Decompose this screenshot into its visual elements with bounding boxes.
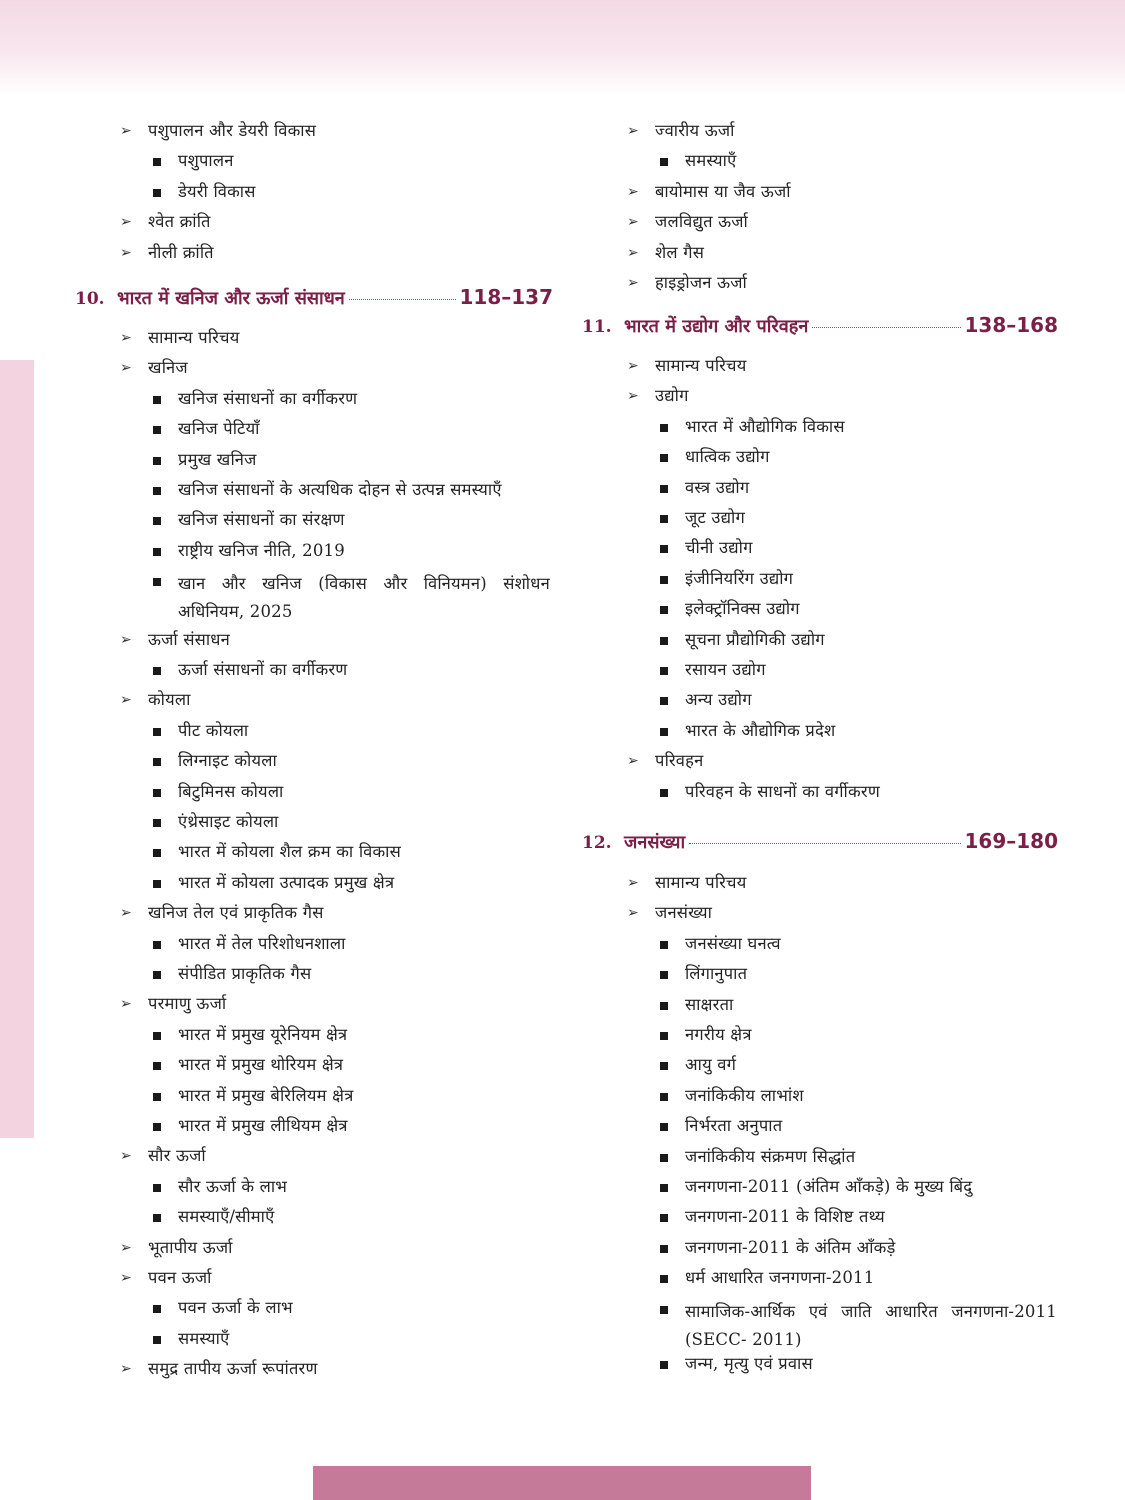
toc-entry <box>120 327 240 349</box>
arrow-bullet-icon: ➢ <box>120 330 132 346</box>
toc-subentry <box>660 994 734 1016</box>
toc-subentry <box>660 1024 752 1046</box>
toc-entry <box>120 242 214 264</box>
toc-entry-text: जनसंख्या घनत्व <box>685 933 781 953</box>
square-bullet-icon <box>153 1214 161 1222</box>
arrow-bullet-icon: ➢ <box>120 244 132 261</box>
chapter-title: भारत में खनिज और ऊर्जा संसाधन <box>117 288 345 309</box>
toc-entry <box>120 1145 206 1167</box>
arrow-bullet-icon: ➢ <box>120 905 132 922</box>
header-band <box>0 0 1125 95</box>
toc-entry-text: जनगणना-2011 के अंतिम आँकड़े <box>685 1237 896 1257</box>
square-bullet-icon <box>660 1361 668 1369</box>
square-bullet-icon <box>153 789 161 797</box>
toc-entry-text: खान और खनिज (विकास और विनियमन) संशोधन अधिनियम, 2025 <box>178 574 550 622</box>
square-bullet-icon <box>153 667 161 675</box>
toc-entry-text: जनांकिकीय लाभांश <box>685 1085 804 1105</box>
toc-subentry <box>153 1024 347 1046</box>
toc-subentry <box>153 388 357 410</box>
toc-entry <box>120 211 211 233</box>
square-bullet-icon <box>660 697 668 705</box>
toc-subentry <box>660 1146 855 1168</box>
arrow-bullet-icon: ➢ <box>120 123 132 139</box>
toc-entry-text: इंजीनियरिंग उद्योग <box>685 568 794 588</box>
toc-entry <box>627 211 748 233</box>
toc-entry-text: डेयरी विकास <box>178 181 256 201</box>
chapter-title: जनसंख्या <box>624 832 686 853</box>
toc-subentry <box>153 841 401 863</box>
square-bullet-icon <box>153 457 161 465</box>
toc-entry-text: साक्षरता <box>685 994 734 1014</box>
toc-subentry <box>153 1176 287 1198</box>
toc-subentry <box>660 689 752 711</box>
square-bullet-icon <box>153 971 161 979</box>
toc-entry-text: निर्भरता अनुपात <box>685 1116 783 1136</box>
square-bullet-icon <box>660 606 668 614</box>
square-bullet-icon <box>153 1336 161 1344</box>
toc-entry-text: भारत में प्रमुख बेरिलियम क्षेत्र <box>178 1085 354 1105</box>
arrow-bullet-icon: ➢ <box>627 275 639 291</box>
toc-entry-text: नीली क्रांति <box>148 242 214 262</box>
toc-entry-text: इलेक्ट्रॉनिक्स उद्योग <box>685 599 800 619</box>
square-bullet-icon <box>660 454 668 462</box>
toc-subentry <box>153 1328 229 1350</box>
arrow-bullet-icon: ➢ <box>120 1239 132 1256</box>
toc-entry-text: खनिज संसाधनों के अत्यधिक दोहन से उत्पन्न समस्याएँ <box>178 480 502 499</box>
square-bullet-icon <box>153 819 161 827</box>
toc-entry <box>627 242 704 264</box>
dot-leader <box>812 327 960 328</box>
toc-subentry <box>660 1085 804 1107</box>
arrow-bullet-icon: ➢ <box>627 875 639 891</box>
toc-entry-text: धात्विक उद्योग <box>685 447 770 467</box>
toc-subentry <box>153 570 550 626</box>
toc-entry-text: भारत में प्रमुख थोरियम क्षेत्र <box>178 1055 344 1075</box>
toc-entry-text: प्रमुख खनिज <box>178 449 257 469</box>
chapter-page-range: 118–137 <box>459 285 553 309</box>
toc-entry-text: शेल गैस <box>655 242 705 262</box>
toc-entry-text: खनिज संसाधनों का वर्गीकरण <box>178 388 358 408</box>
toc-entry-text: सामाजिक-आर्थिक एवं जाति आधारित जनगणना-2011 (SECC- 2011) <box>685 1301 1057 1349</box>
square-bullet-icon <box>153 487 161 495</box>
toc-subentry <box>660 1176 972 1198</box>
square-bullet-icon <box>153 849 161 857</box>
toc-entry-text: भारत में तेल परिशोधनशाला <box>178 933 346 953</box>
toc-entry <box>120 1237 233 1259</box>
toc-entry-text: बायोमास या जैव ऊर्जा <box>655 181 791 201</box>
toc-entry-text: सौर ऊर्जा <box>148 1146 206 1166</box>
toc-entry-text: भारत में कोयला शैल क्रम का विकास <box>178 842 401 862</box>
toc-entry <box>120 689 191 711</box>
toc-entry-text: समस्याएँ <box>685 151 737 171</box>
toc-subentry <box>660 659 766 681</box>
square-bullet-icon <box>660 1275 668 1283</box>
square-bullet-icon <box>660 158 668 166</box>
chapter-page-range: 169–180 <box>964 829 1058 853</box>
chapter-page-range: 138–168 <box>964 313 1058 337</box>
toc-entry-text: भूतापीय ऊर्जा <box>148 1237 233 1257</box>
toc-entry-text: जन्म, मृत्यु एवं प्रवास <box>685 1354 813 1373</box>
toc-entry-text: अन्य उद्योग <box>685 690 752 710</box>
toc-entry <box>120 629 230 651</box>
toc-subentry <box>660 720 835 742</box>
toc-subentry <box>153 659 347 681</box>
toc-entry <box>120 1267 212 1289</box>
square-bullet-icon <box>660 545 668 553</box>
toc-subentry <box>153 750 277 772</box>
arrow-bullet-icon: ➢ <box>627 214 639 231</box>
arrow-bullet-icon: ➢ <box>120 214 132 231</box>
toc-entry <box>627 272 747 294</box>
square-bullet-icon <box>153 548 161 556</box>
chapter-number: 10. <box>75 289 105 309</box>
toc-subentry <box>153 540 345 562</box>
side-tab <box>0 360 34 1138</box>
toc-subentry <box>153 781 283 803</box>
toc-entry-text: पवन ऊर्जा के लाभ <box>178 1298 293 1318</box>
toc-entry-text: ऊर्जा संसाधनों का वर्गीकरण <box>178 660 348 679</box>
toc-entry <box>120 357 188 379</box>
toc-subentry <box>153 1054 343 1076</box>
toc-entry <box>627 872 747 894</box>
toc-entry-text: ज्वारीय ऊर्जा <box>655 121 735 140</box>
square-bullet-icon <box>153 517 161 525</box>
toc-entry-text: सूचना प्रौद्योगिकी उद्योग <box>685 629 825 649</box>
square-bullet-icon <box>153 880 161 888</box>
toc-subentry <box>660 963 747 985</box>
chapter-heading <box>582 313 1058 341</box>
square-bullet-icon <box>153 1032 161 1040</box>
toc-entry-text: राष्ट्रीय खनिज नीति, 2019 <box>178 540 345 560</box>
toc-entry-text: जनांकिकीय संक्रमण सिद्धांत <box>685 1146 856 1166</box>
arrow-bullet-icon: ➢ <box>627 388 639 405</box>
toc-subentry <box>153 479 502 501</box>
square-bullet-icon <box>660 1002 668 1010</box>
toc-subentry <box>660 537 753 559</box>
square-bullet-icon <box>153 1184 161 1192</box>
arrow-bullet-icon: ➢ <box>120 1270 132 1286</box>
dot-leader <box>689 843 960 844</box>
toc-entry-text: खनिज तेल एवं प्राकृतिक गैस <box>148 903 324 923</box>
toc-subentry <box>660 1267 874 1289</box>
square-bullet-icon <box>660 1214 668 1222</box>
square-bullet-icon <box>660 1184 668 1192</box>
toc-entry-text: परमाणु ऊर्जा <box>148 994 227 1014</box>
toc-entry-text: भारत में प्रमुख लीथियम क्षेत्र <box>178 1116 348 1135</box>
toc-subentry <box>660 507 745 529</box>
toc-subentry <box>153 449 257 471</box>
toc-subentry <box>153 509 345 531</box>
square-bullet-icon <box>660 1245 668 1253</box>
toc-entry <box>627 181 791 203</box>
arrow-bullet-icon: ➢ <box>627 123 639 139</box>
arrow-bullet-icon: ➢ <box>627 753 639 770</box>
toc-entry-text: लिग्नाइट कोयला <box>178 751 277 771</box>
toc-entry-text: नगरीय क्षेत्र <box>685 1025 752 1044</box>
toc-entry-text: आयु वर्ग <box>685 1055 737 1075</box>
toc-entry-text: कोयला <box>148 690 191 710</box>
toc-entry-text: भारत के औद्योगिक प्रदेश <box>685 720 836 740</box>
toc-subentry <box>153 872 394 894</box>
toc-entry-text: जूट उद्योग <box>685 508 746 527</box>
toc-subentry <box>660 1298 1057 1354</box>
toc-entry-text: जनगणना-2011 के विशिष्ट तथ्य <box>685 1207 885 1227</box>
toc-subentry <box>153 181 256 203</box>
toc-subentry <box>660 1054 736 1076</box>
square-bullet-icon <box>153 189 161 197</box>
toc-entry-text: खनिज <box>148 358 188 378</box>
toc-entry-text: सामान्य परिचय <box>148 328 240 347</box>
toc-entry-text: एंथ्रेसाइट कोयला <box>178 812 279 831</box>
chapter-heading <box>75 285 553 313</box>
toc-entry <box>120 1358 318 1380</box>
toc-entry <box>627 385 689 407</box>
toc-subentry <box>660 629 825 651</box>
toc-entry-text: संपीडित प्राकृतिक गैस <box>178 964 312 983</box>
toc-subentry <box>660 446 770 468</box>
toc-entry <box>627 355 747 377</box>
square-bullet-icon <box>660 1154 668 1162</box>
toc-entry-text: उद्योग <box>655 386 689 406</box>
arrow-bullet-icon: ➢ <box>120 996 132 1013</box>
toc-subentry <box>660 1115 782 1137</box>
arrow-bullet-icon: ➢ <box>120 1148 132 1165</box>
toc-entry-text: खनिज संसाधनों का संरक्षण <box>178 510 345 530</box>
toc-entry-text: श्वेत क्रांति <box>148 212 211 232</box>
footer-bar <box>313 1466 811 1500</box>
chapter-number: 11. <box>582 317 612 337</box>
square-bullet-icon <box>153 396 161 404</box>
square-bullet-icon <box>660 1032 668 1040</box>
toc-entry-text: जलविद्युत ऊर्जा <box>655 212 748 232</box>
square-bullet-icon <box>153 426 161 434</box>
arrow-bullet-icon: ➢ <box>120 631 132 648</box>
toc-entry-text: पीट कोयला <box>178 720 249 740</box>
toc-subentry <box>153 1206 274 1228</box>
toc-entry-text: वस्त्र उद्योग <box>685 477 750 497</box>
arrow-bullet-icon: ➢ <box>120 360 132 377</box>
square-bullet-icon <box>660 728 668 736</box>
toc-subentry <box>660 1353 813 1375</box>
toc-subentry <box>153 1115 348 1137</box>
toc-entry-text: चीनी उद्योग <box>685 538 753 558</box>
toc-entry-text: बिटुमिनस कोयला <box>178 781 284 801</box>
arrow-bullet-icon: ➢ <box>120 1361 132 1378</box>
toc-subentry <box>153 418 260 440</box>
toc-entry-text: परिवहन <box>655 751 704 771</box>
toc-subentry <box>660 416 845 438</box>
arrow-bullet-icon: ➢ <box>627 244 639 261</box>
toc-entry-text: जनगणना-2011 (अंतिम आँकड़े) के मुख्य बिंदु <box>685 1177 973 1196</box>
toc-subentry <box>153 933 346 955</box>
toc-subentry <box>660 1237 896 1259</box>
toc-entry-text: धर्म आधारित जनगणना-2011 <box>685 1268 875 1288</box>
toc-entry-text: समस्याएँ/सीमाएँ <box>178 1207 275 1227</box>
toc-subentry <box>660 598 800 620</box>
square-bullet-icon <box>660 789 668 797</box>
square-bullet-icon <box>660 667 668 675</box>
chapter-title: भारत में उद्योग और परिवहन <box>624 316 809 337</box>
toc-entry-text: सौर ऊर्जा के लाभ <box>178 1176 288 1196</box>
arrow-bullet-icon: ➢ <box>627 905 639 922</box>
toc-entry-text: रसायन उद्योग <box>685 660 766 679</box>
square-bullet-icon <box>660 1306 668 1314</box>
square-bullet-icon <box>660 576 668 584</box>
toc-subentry <box>660 933 781 955</box>
toc-entry-text: पवन ऊर्जा <box>148 1268 212 1287</box>
toc-entry <box>627 120 735 142</box>
arrow-bullet-icon: ➢ <box>627 183 639 200</box>
dot-leader <box>349 299 456 300</box>
square-bullet-icon <box>660 1062 668 1070</box>
chapter-heading <box>582 829 1058 857</box>
square-bullet-icon <box>153 1062 161 1070</box>
toc-subentry <box>660 1206 885 1228</box>
square-bullet-icon <box>660 1123 668 1131</box>
square-bullet-icon <box>660 485 668 493</box>
square-bullet-icon <box>660 1093 668 1101</box>
toc-entry-text: लिंगानुपात <box>685 964 748 984</box>
toc-entry <box>627 750 704 772</box>
toc-entry <box>120 993 226 1015</box>
toc-subentry <box>660 150 736 172</box>
square-bullet-icon <box>660 424 668 432</box>
square-bullet-icon <box>660 637 668 645</box>
toc-subentry <box>153 720 248 742</box>
toc-subentry <box>660 781 880 803</box>
arrow-bullet-icon: ➢ <box>627 358 639 374</box>
square-bullet-icon <box>153 578 161 586</box>
toc-entry-text: भारत में प्रमुख यूरेनियम क्षेत्र <box>178 1024 348 1044</box>
square-bullet-icon <box>660 941 668 949</box>
toc-subentry <box>153 811 279 833</box>
toc-entry-text: खनिज पेटियाँ <box>178 419 260 439</box>
toc-subentry <box>153 1297 293 1319</box>
square-bullet-icon <box>660 515 668 523</box>
toc-entry <box>120 120 316 142</box>
toc-entry-text: पशुपालन <box>178 151 234 171</box>
toc-entry-text: भारत में औद्योगिक विकास <box>685 416 845 436</box>
toc-entry-text: समुद्र तापीय ऊर्जा रूपांतरण <box>148 1359 318 1379</box>
toc-subentry <box>660 568 793 590</box>
toc-entry-text: सामान्य परिचय <box>655 873 747 892</box>
toc-entry-text: परिवहन के साधनों का वर्गीकरण <box>685 781 880 801</box>
square-bullet-icon <box>153 1123 161 1131</box>
arrow-bullet-icon: ➢ <box>120 692 132 709</box>
toc-entry <box>627 902 712 924</box>
square-bullet-icon <box>153 1305 161 1313</box>
toc-subentry <box>660 477 749 499</box>
square-bullet-icon <box>153 158 161 166</box>
toc-entry-text: समस्याएँ <box>178 1328 230 1348</box>
toc-entry-text: जनसंख्या <box>655 903 713 923</box>
toc-subentry <box>153 963 311 985</box>
toc-subentry <box>153 1085 354 1107</box>
toc-entry-text: भारत में कोयला उत्पादक प्रमुख क्षेत्र <box>178 872 395 892</box>
square-bullet-icon <box>153 758 161 766</box>
square-bullet-icon <box>153 1093 161 1101</box>
toc-entry-text: हाइड्रोजन ऊर्जा <box>655 273 747 292</box>
toc-entry-text: सामान्य परिचय <box>655 356 747 375</box>
toc-subentry <box>153 150 234 172</box>
toc-entry <box>120 902 324 924</box>
square-bullet-icon <box>153 941 161 949</box>
square-bullet-icon <box>153 728 161 736</box>
chapter-number: 12. <box>582 833 612 853</box>
toc-entry-text: ऊर्जा संसाधन <box>148 629 231 649</box>
square-bullet-icon <box>660 971 668 979</box>
toc-entry-text: पशुपालन और डेयरी विकास <box>148 121 317 140</box>
